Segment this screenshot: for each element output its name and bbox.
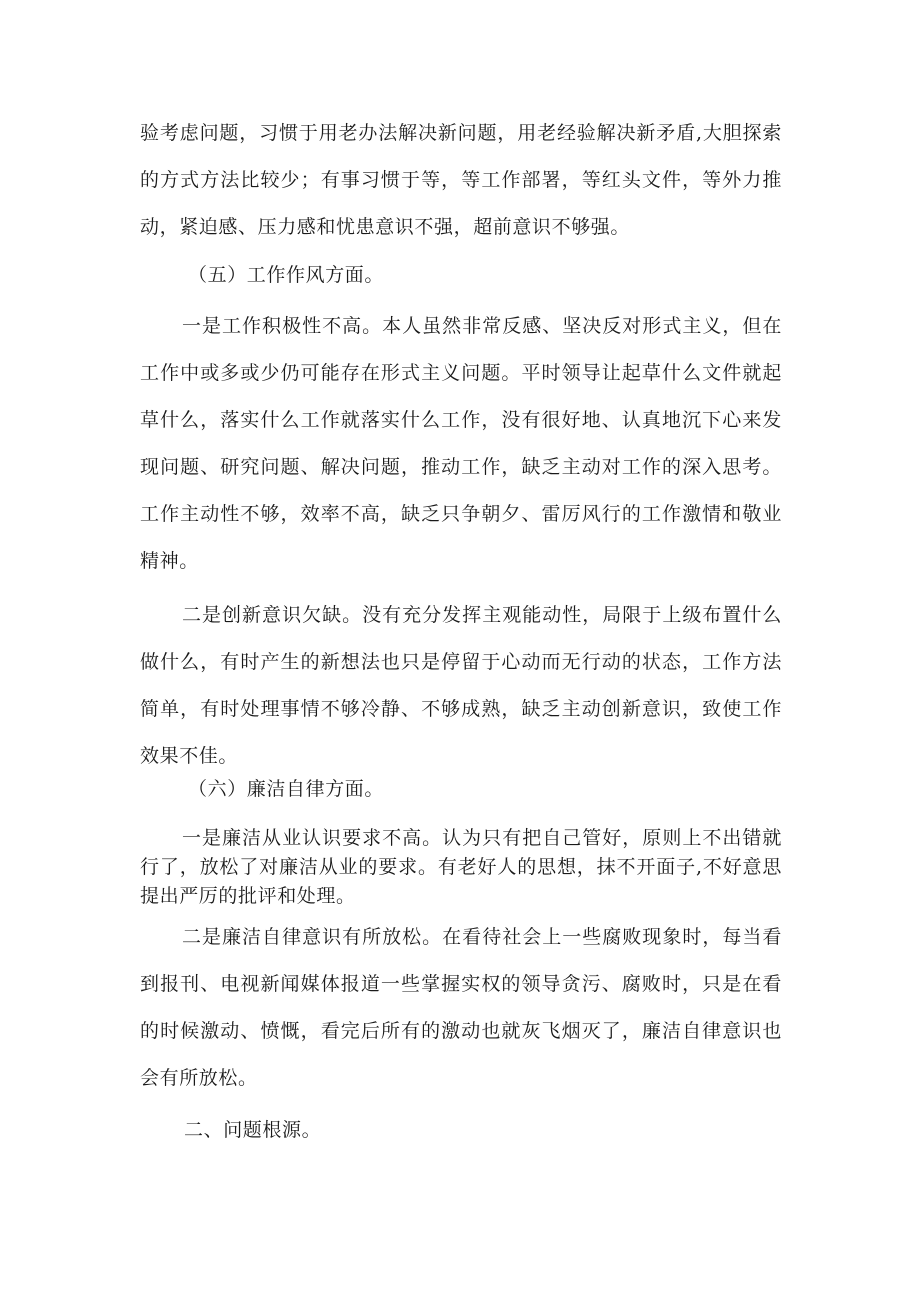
section-heading-work-style: （五）工作作风方面。 [188, 264, 385, 286]
paragraph-work-enthusiasm: 一是工作积极性不高。本人虽然非常反感、坚决反对形式主义，但在工作中或多或少仍可能存在形式主义问题。平时领导让起草什么文件就起草什么，落实什么工作就落实什么工作，没有很好地、认真地沉下心来发现问题、研究问题、解决问题，推动工作，缺乏主动对工作的深入思考。工作主动性不够，效率不高，缺乏只争朝夕、雷厉风行的工作激情和敬业精神。 [140, 315, 782, 572]
paragraph-innovation: 二是创新意识欠缺。没有充分发挥主观能动性，局限于上级布置什么做什么，有时产生的新想法也只是停留于心动而无行动的状态，工作方法简单，有时处理事情不够冷静、不够成熟，缺乏主动创新意识，致使工作效果不佳。 [140, 604, 782, 767]
section-heading-integrity: （六）廉洁自律方面。 [188, 778, 385, 800]
section-heading-root-causes: 二、问题根源。 [184, 1119, 322, 1141]
paragraph-integrity-awareness: 一是廉洁从业认识要求不高。认为只有把自己管好，原则上不出错就行了，放松了对廉洁从业的要求。有老好人的思想，抹不开面子,不好意思提出严厉的批评和处理。 [140, 827, 782, 907]
paragraph-continuation: 验考虑问题，习惯于用老办法解决新问题，用老经验解决新矛盾,大胆探索的方式方法比较少；有事习惯于等，等工作部署，等红头文件，等外力推动，紧迫感、压力感和忧患意识不强，超前意识不够强。 [140, 122, 782, 238]
paragraph-integrity-relaxation: 二是廉洁自律意识有所放松。在看待社会上一些腐败现象时，每当看到报刊、电视新闻媒体报道一些掌握实权的领导贪污、腐败时，只是在看的时候激动、愤慨，看完后所有的激动也就灰飞烟灭了，廉洁自律意识也会有所放松。 [140, 926, 782, 1089]
